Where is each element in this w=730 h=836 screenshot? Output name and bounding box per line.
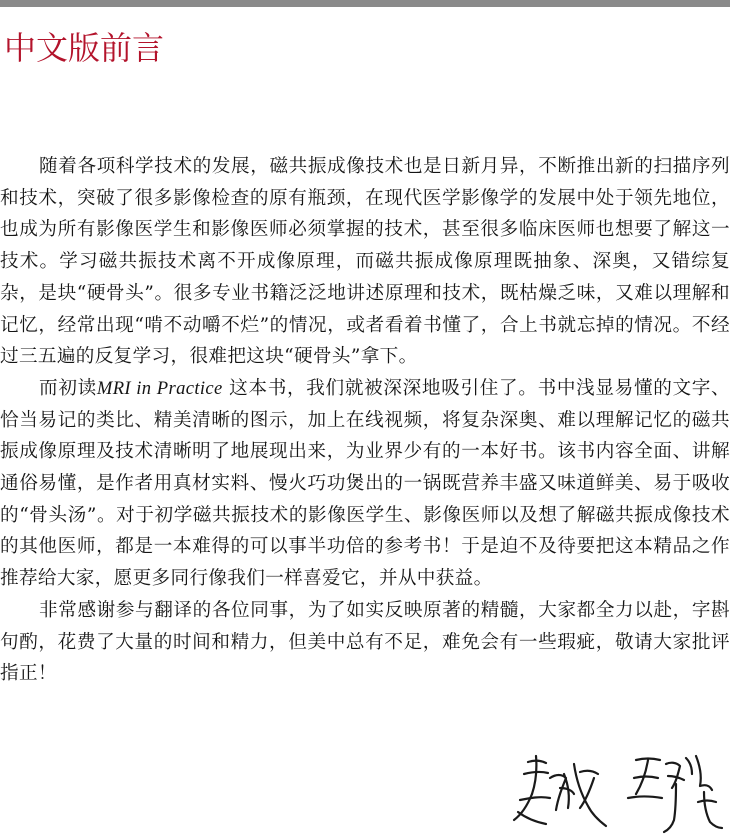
preface-paragraph-2 xyxy=(0,373,730,595)
page-title: 中文版前言 xyxy=(4,29,165,67)
book-title: MRI in Practice xyxy=(96,377,223,399)
paragraph-2-prefix: 而初读 xyxy=(39,377,97,399)
preface-paragraph-3: 非常感谢参与翻译的各位同事，为了如实反映原著的精髓，大家都全力以赴，字斟句酌，花费了大量的时间和精力，但美中总有不足，难免会有一些瑕疵，敬请大家批评指正！ xyxy=(0,599,730,685)
preface-paragraph-1: 随着各项科学技术的发展，磁共振成像技术也是日新月异，不断推出新的扫描序列和技术，突破了很多影像检查的原有瓶颈，在现代医学影像学的发展中处于领先地位，也成为所有影像医学生和影像医师必须掌握的技术，甚至很多临床医师也想要了解这一技术。学习磁共振技术离不开成像原理，而磁共振成像原理既抽象、深奥，又错综复杂，是块“硬骨头”。很多专业书籍泛泛地讲述原理和技术，既枯燥乏味，又难以理解和记忆，经常出现“啃不动嚼不烂”的情况，或者看着书懂了，合上书就忘掉的情况。不经过三五遍的反复学习，很难把这块“硬骨头”拿下。 xyxy=(0,156,730,368)
signature-images xyxy=(510,748,730,836)
signatures xyxy=(510,748,730,836)
signature-1 xyxy=(514,756,606,826)
signature-2 xyxy=(628,756,722,832)
preface-body xyxy=(0,151,730,690)
paragraph-2-text: 这本书，我们就被深深地吸引住了。书中浅显易懂的文字、恰当易记的类比、精美清晰的图示，加上在线视频，将复杂深奥、难以理解记忆的磁共振成像原理及技术清晰明了地展现出来，为业界少有的一本好书。该书内容全面、讲解通俗易懂，是作者用真材实料、慢火巧功煲出的一锅既营养丰盛又味道鲜美、易于吸收的“骨头汤”。对于初学磁共振技术的影像医学生、影像医师以及想了解磁共振成像技术的其他医师，都是一本难得的可以事半功倍的参考书！于是迫不及待要把这本精品之作推荐给大家，愿更多同行像我们一样喜爱它，并从中获益。 xyxy=(0,377,730,590)
top-rule xyxy=(0,0,730,7)
